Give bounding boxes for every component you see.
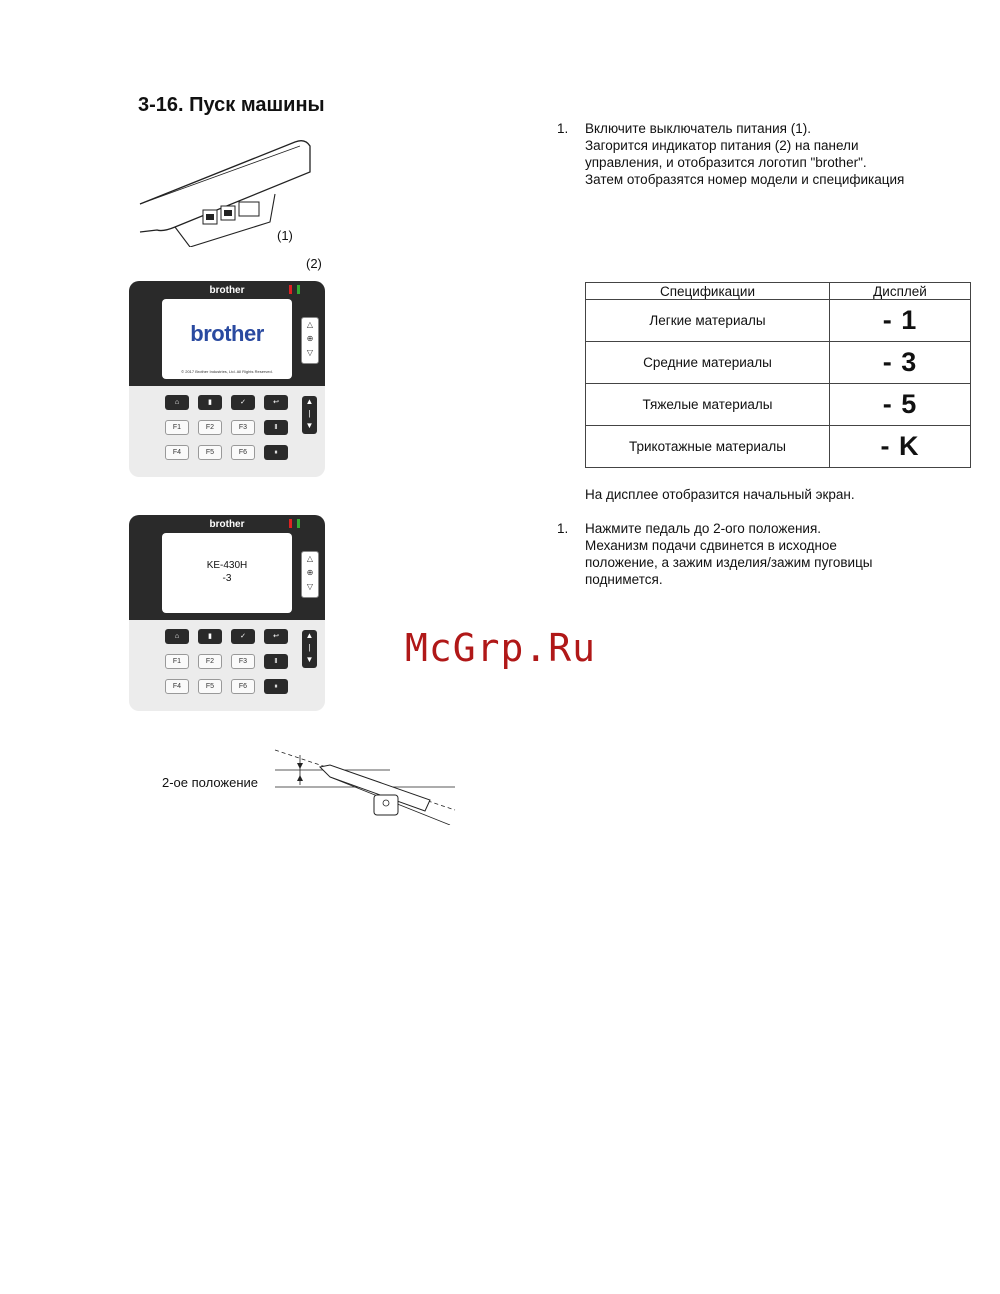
step-line: поднимется. — [585, 572, 663, 587]
indicator-label: (2) — [306, 256, 322, 271]
panel-screen — [162, 299, 292, 379]
spec-cell: Трикотажные материалы — [586, 426, 830, 468]
f3-key[interactable]: F3 — [231, 654, 255, 669]
pattern-key[interactable]: ▮ — [198, 629, 222, 644]
initial-screen-note: На дисплее отобразится начальный экран. — [585, 487, 855, 502]
spec-cell: Средние материалы — [586, 342, 830, 384]
tools-key[interactable]: Ⅱ — [264, 420, 288, 435]
home-key[interactable]: ⌂ — [165, 629, 189, 644]
step-line: Загорится индикатор питания (2) на панели — [585, 138, 859, 153]
home-key[interactable]: ⌂ — [165, 395, 189, 410]
thread-key[interactable]: ✓ — [231, 629, 255, 644]
model-spec: -3 — [222, 573, 232, 584]
brother-logo: brother — [190, 321, 264, 346]
pattern-key[interactable]: ▮ — [198, 395, 222, 410]
f4-key[interactable]: F4 — [165, 445, 189, 460]
table-header: Дисплей — [830, 283, 971, 300]
model-name: KE-430H — [206, 560, 248, 571]
f2-key[interactable]: F2 — [198, 420, 222, 435]
step-line: Включите выключатель питания (1). — [585, 121, 811, 136]
display-cell: - K — [830, 426, 971, 468]
up-down-key[interactable]: ▲ | ▼ — [302, 396, 317, 434]
panel-screen — [162, 533, 292, 613]
display-cell: - 5 — [830, 384, 971, 426]
table-header-row — [586, 283, 971, 300]
control-panel-model — [129, 515, 325, 711]
return-key[interactable]: ↩ — [264, 395, 288, 410]
f6-key[interactable]: F6 — [231, 679, 255, 694]
step-line: положение, а зажим изделия/зажим пуговицы — [585, 555, 873, 570]
f4-key[interactable]: F4 — [165, 679, 189, 694]
spec-cell: Легкие материалы — [586, 300, 830, 342]
screen-scroll-buttons[interactable]: △ ⊕ ▽ — [301, 551, 319, 598]
step-line: управления, и отобразится логотип "brother". — [585, 155, 867, 170]
pedal-position-label: 2-ое положение — [162, 775, 259, 790]
display-cell: - 3 — [830, 342, 971, 384]
step-line: Нажмите педаль до 2-ого положения. — [585, 521, 822, 536]
screen-scroll-buttons[interactable]: △ ⊕ ▽ — [301, 317, 319, 364]
thread-key[interactable]: ✓ — [231, 395, 255, 410]
control-panel-logo — [129, 281, 325, 477]
f1-key[interactable]: F1 — [165, 420, 189, 435]
f1-key[interactable]: F1 — [165, 654, 189, 669]
step-number: 1. — [557, 521, 569, 536]
f5-key[interactable]: F5 — [198, 445, 222, 460]
pause-key[interactable]: ⏸ — [264, 445, 288, 460]
table-row — [586, 384, 971, 426]
up-down-key[interactable]: ▲ | ▼ — [302, 630, 317, 668]
watermark: McGrp.Ru — [405, 626, 597, 670]
pause-key[interactable]: ⏸ — [264, 679, 288, 694]
status-led — [297, 285, 300, 294]
power-indicator-led — [289, 285, 292, 294]
switch-label: (1) — [277, 228, 293, 243]
table-header: Спецификации — [586, 283, 830, 300]
step-line: Затем отобразятся номер модели и спецификация — [585, 172, 905, 187]
tools-key[interactable]: Ⅱ — [264, 654, 288, 669]
spec-table — [585, 282, 971, 468]
f6-key[interactable]: F6 — [231, 445, 255, 460]
model-display — [162, 559, 292, 585]
copyright-text: © 2017 Brother Industries, Ltd. All Rights Reserved. — [181, 369, 273, 374]
step-number: 1. — [557, 121, 569, 136]
status-led — [297, 519, 300, 528]
f5-key[interactable]: F5 — [198, 679, 222, 694]
f2-key[interactable]: F2 — [198, 654, 222, 669]
section-title: 3-16. Пуск машины — [138, 94, 325, 116]
step-line: Механизм подачи сдвинется в исходное — [585, 538, 837, 553]
table-row — [586, 300, 971, 342]
f3-key[interactable]: F3 — [231, 420, 255, 435]
panel-brand: brother — [209, 285, 245, 296]
table-row — [586, 426, 971, 468]
display-cell: - 1 — [830, 300, 971, 342]
return-key[interactable]: ↩ — [264, 629, 288, 644]
pedal-illustration — [270, 745, 460, 825]
table-row — [586, 342, 971, 384]
panel-brand: brother — [209, 519, 245, 530]
spec-cell: Тяжелые материалы — [586, 384, 830, 426]
power-indicator-led — [289, 519, 292, 528]
